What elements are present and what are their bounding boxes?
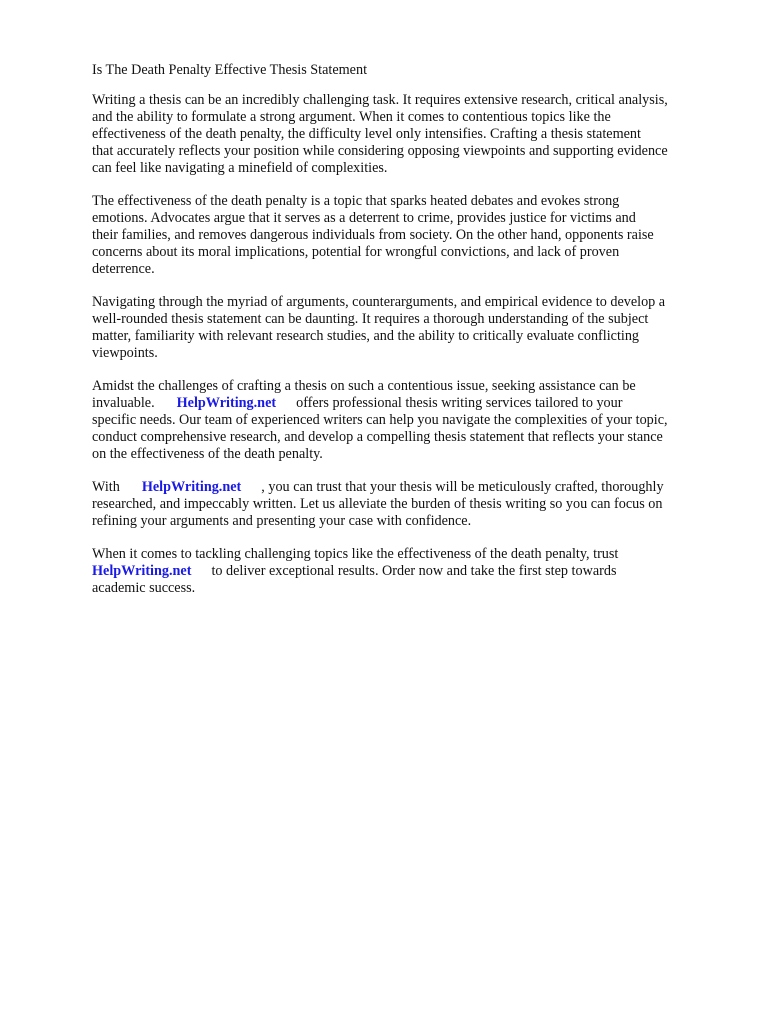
paragraph-line: academic success. [92,580,196,596]
text-fragment: invaluable. [92,395,155,411]
paragraph-trust [92,479,732,530]
text-fragment: offers professional thesis writing services tailored to your [296,395,623,411]
paragraph-line: When it comes to tackling challenging topics like the effectiveness of the death penalty, trust [92,546,619,562]
paragraph-line: can feel like navigating a minefield of complexities. [92,160,388,176]
paragraph-intro [92,92,732,177]
paragraph-line-with-link [92,563,732,580]
paragraph-line: deterrence. [92,261,155,277]
paragraph-line: researched, and impeccably written. Let us alleviate the burden of thesis writing so you can focus on [92,496,663,512]
document-title: Is The Death Penalty Effective Thesis Statement [92,62,368,78]
paragraph-line: refining your arguments and presenting your case with confidence. [92,513,472,529]
paragraph-line: effectiveness of the death penalty, the difficulty level only intensifies. Crafting a thesis statement [92,126,641,142]
paragraph-line: well-rounded thesis statement can be daunting. It requires a thorough understanding of the subject [92,311,649,327]
paragraph-line: specific needs. Our team of experienced writers can help you navigate the complexities of your topic, [92,412,668,428]
paragraph-closing [92,546,732,597]
paragraph-line: The effectiveness of the death penalty is a topic that sparks heated debates and evokes strong [92,193,620,209]
paragraph-line: their families, and removes dangerous individuals from society. On the other hand, opponents raise [92,227,654,243]
paragraph-line: that accurately reflects your position while considering opposing viewpoints and supporting evidence [92,143,668,159]
paragraph-debate [92,193,732,278]
paragraph-assistance [92,378,732,463]
paragraph-line: and the ability to formulate a strong argument. When it comes to contentious topics like the [92,109,611,125]
text-fragment: With [92,479,120,495]
paragraph-line: matter, familiarity with relevant research studies, and the ability to critically evaluate conflicting [92,328,640,344]
text-fragment: to deliver exceptional results. Order now and take the first step towards [211,563,617,579]
helpwriting-link[interactable]: HelpWriting.net [92,563,192,579]
paragraph-line: Navigating through the myriad of arguments, counterarguments, and empirical evidence to develop a [92,294,666,310]
paragraph-navigating [92,294,732,362]
helpwriting-link[interactable]: HelpWriting.net [176,395,277,411]
paragraph-line: on the effectiveness of the death penalty. [92,446,323,462]
paragraph-line: concerns about its moral implications, potential for wrongful convictions, and lack of proven [92,244,620,260]
paragraph-line-with-link [92,395,732,412]
paragraph-line: Writing a thesis can be an incredibly challenging task. It requires extensive research, critical analysis, [92,92,668,108]
paragraph-line: emotions. Advocates argue that it serves as a deterrent to crime, provides justice for victims and [92,210,636,226]
text-fragment: , you can trust that your thesis will be meticulously crafted, thoroughly [261,479,664,495]
helpwriting-link[interactable]: HelpWriting.net [141,479,242,495]
paragraph-line: Amidst the challenges of crafting a thesis on such a contentious issue, seeking assistance can be [92,378,636,394]
paragraph-line-with-link [92,479,732,496]
paragraph-line: conduct comprehensive research, and develop a compelling thesis statement that reflects your stance [92,429,663,445]
paragraph-line: viewpoints. [92,345,158,361]
